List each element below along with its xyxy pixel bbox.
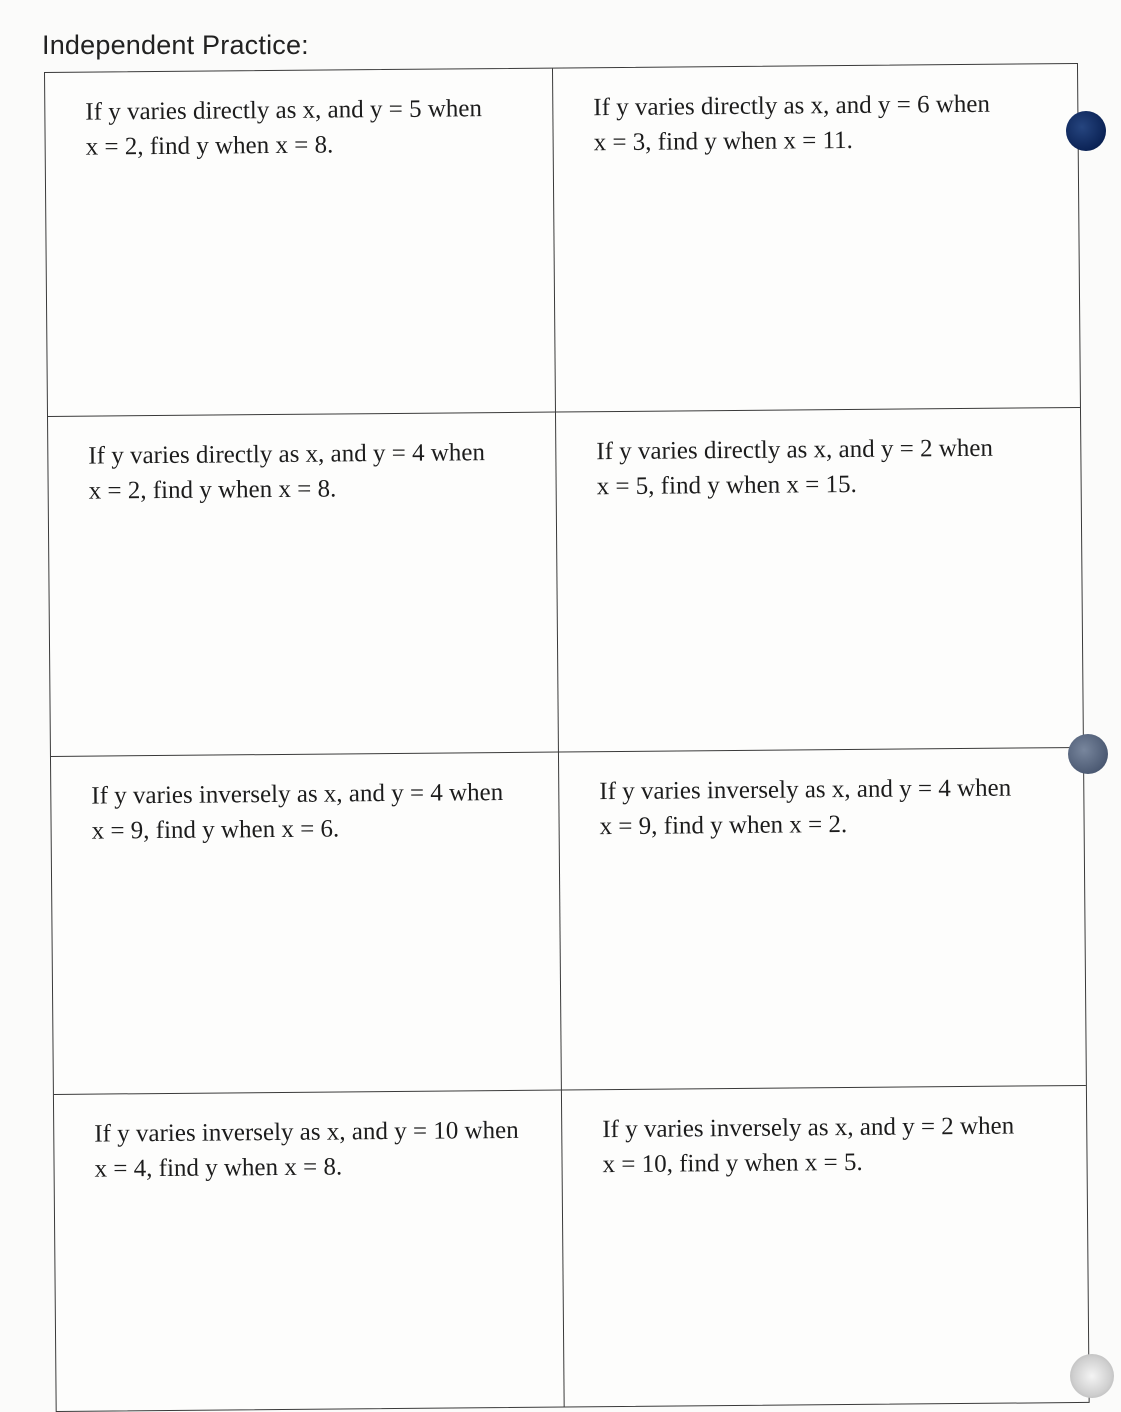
problem-cell-3	[48, 413, 559, 757]
problem-2-line-1: If y varies directly as x, and y = 6 when	[593, 90, 991, 122]
practice-grid	[44, 63, 1090, 1412]
binder-hole-middle	[1068, 734, 1108, 774]
problem-cell-1	[45, 69, 556, 417]
problem-3-line-2: x = 2, find y when x = 8.	[88, 475, 337, 505]
binder-hole-top	[1066, 111, 1106, 151]
problem-cell-5	[51, 753, 562, 1095]
problem-8-line-2: x = 10, find y when x = 5.	[602, 1148, 863, 1179]
problem-5-line-1: If y varies inversely as x, and y = 4 when	[91, 779, 504, 810]
problem-6-line-1: If y varies inversely as x, and y = 4 when	[599, 774, 1012, 806]
problem-cell-2	[553, 64, 1080, 413]
problem-7-line-2: x = 4, find y when x = 8.	[94, 1153, 343, 1183]
problem-1-line-2: x = 2, find y when x = 8.	[85, 131, 334, 161]
problem-4-line-2: x = 5, find y when x = 15.	[596, 470, 857, 501]
problem-cell-7	[54, 1091, 565, 1411]
problem-cell-6	[559, 748, 1086, 1091]
page-heading: Independent Practice:	[42, 30, 309, 60]
problem-4-line-1: If y varies directly as x, and y = 2 when	[596, 434, 994, 466]
problem-cell-8	[562, 1086, 1089, 1407]
problem-3-line-1: If y varies directly as x, and y = 4 when	[88, 439, 486, 470]
problem-cell-4	[556, 408, 1083, 753]
problem-2-line-2: x = 3, find y when x = 11.	[593, 126, 853, 157]
problem-6-line-2: x = 9, find y when x = 2.	[599, 811, 848, 841]
problem-8-line-1: If y varies inversely as x, and y = 2 when	[602, 1112, 1015, 1144]
problem-5-line-2: x = 9, find y when x = 6.	[91, 815, 340, 845]
binder-hole-bottom	[1070, 1354, 1114, 1398]
problem-1-line-1: If y varies directly as x, and y = 5 when	[85, 95, 483, 126]
problem-7-line-1: If y varies inversely as x, and y = 10 when	[94, 1116, 519, 1148]
